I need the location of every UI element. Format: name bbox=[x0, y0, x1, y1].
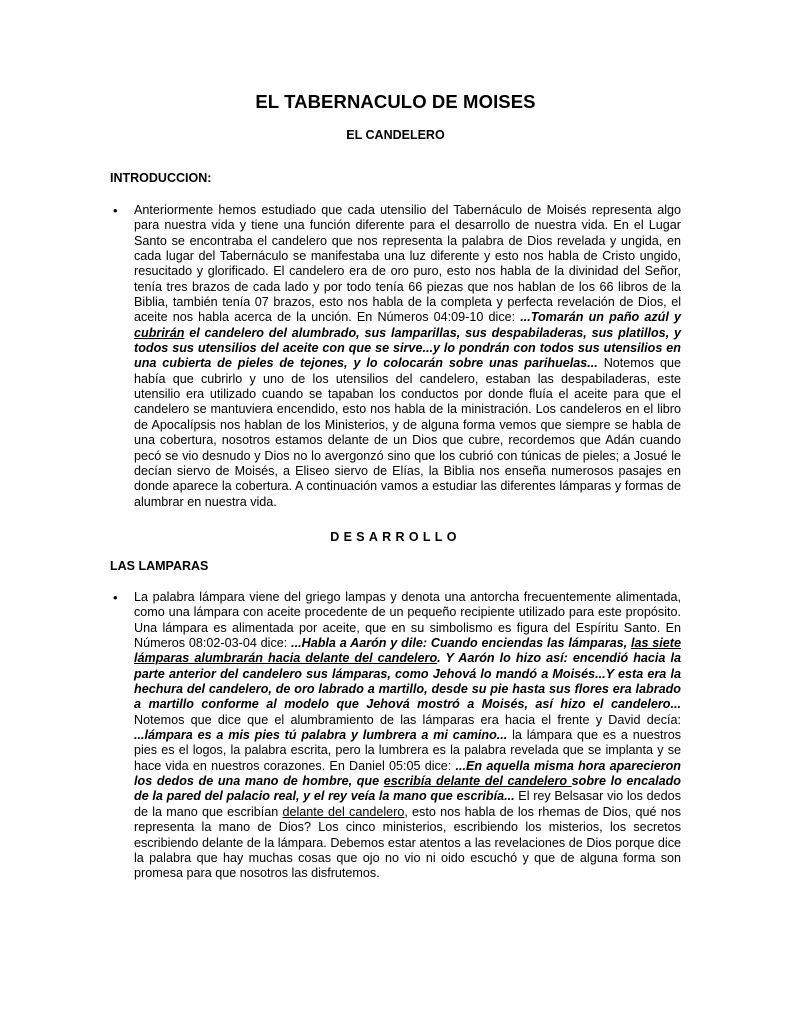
lamparas-text-3: la lámpara que es a nuestros pies es el logos, la palabra escrita, pero la lumbrera es la palabra revelada que se implanta y se hace vida en nuestros corazones. En Daniel 05:05 dice: bbox=[134, 728, 681, 773]
lamparas-quote-3: ...En aquella misma hora aparecieron los dedos de una mano de hombre, que bbox=[134, 758, 681, 789]
document-title: EL TABERNACULO DE MOISES bbox=[255, 91, 536, 112]
lamparas-quote-3-underlined: escribía delante del candelero bbox=[383, 774, 572, 789]
intro-bullet: • bbox=[113, 203, 118, 218]
lamparas-bullet: • bbox=[113, 590, 118, 605]
intro-quote-2: el candelero del alumbrado, sus lamparillas, sus despabiladeras, sus platillos, y todos sus utensilios del aceite con que se sirve...y lo pondrán con todos sus utensilios en una cubierta de pieles de tejones, y lo colocarán sobre unas parihuelas... bbox=[134, 325, 681, 371]
document-subtitle: EL CANDELERO bbox=[346, 128, 445, 142]
intro-text-1: Anteriormente hemos estudiado que cada utensilio del Tabernáculo de Moisés representa algo para nuestra vida y tiene una función diferente para el desarrollo de nuestra vida. En el Lugar Santo se encontraba el candelero que nos representa la palabra de Dios revelada y ungida, en cada lugar del Tabernáculo se manifestaba una luz diferente y esto nos habla de Cristo ungido, resucitado y glorificado. El candelero era de oro puro, esto nos habla de la divinidad del Señor, tenía tres brazos de cada lado y por todo tenía 66 piezas que nos hablan de los 66 libros de la Biblia, también tenía 07 brazos, esto nos habla de la completa y perfecta revelación de Dios, el aceite nos habla acerca de la unción. En Números 04:09-10 dice: bbox=[134, 203, 681, 325]
lamparas-quote-3-end: sobre lo encalado de la pared del palacio real, y el rey veía la mano que escribía... bbox=[134, 774, 681, 804]
section-desarrollo: DESARROLLO bbox=[330, 530, 461, 544]
lamparas-text-5: , esto nos habla de los rhemas de Dios, qué nos representa la mano de Dios? Los cinco ministerios, escribiendo los misterios, los secretos escribiendo delante de la lámpara. Debemos estar atentos a las revelaciones de Dios porque dice la palabra que hay muchas cosas que ojo no vio ni oido escuchó y que de alguna forma son promesa para que nosotros las disfrutemos. bbox=[134, 804, 681, 881]
lamparas-heading: LAS LAMPARAS bbox=[110, 559, 209, 573]
lamparas-quote-1-underlined: las siete lámparas alumbrarán hacia delante del candelero bbox=[134, 636, 681, 666]
lamparas-text-4: El rey Belsasar vio los dedos de la mano que escribían bbox=[134, 789, 681, 819]
lamparas-paragraph bbox=[134, 590, 681, 882]
lamparas-text-2: Notemos que dice que el alumbramiento de las lámparas era hacia el frente y David decía: bbox=[134, 712, 681, 727]
intro-quote-1: ...Tomarán un paño azúl y bbox=[520, 310, 681, 325]
intro-paragraph bbox=[134, 203, 681, 510]
lamparas-quote-2: ...lámpara es a mis pies tú palabra y lumbrera a mi camino... bbox=[134, 728, 508, 743]
lamparas-quote-1-end: . Y Aarón lo hizo así: encendió hacia la parte anterior del candelero sus lámparas, como Jehová lo mandó a Moisés...Y esta era la hechura del candelero, de oro labrado a martillo, desde su pie hasta sus flores era labrado a martillo conforme al modelo que Jehová mostró a Moisés, así hizo el candelero... bbox=[134, 651, 681, 712]
lamparas-quote-1: ...Habla a Aarón y dile: Cuando enciendas las lámparas, bbox=[291, 636, 631, 651]
intro-text-2: Notemos que había que cubrirlo y uno de los utensilios del candelero, estaban las despabiladeras, este utensilio era utilizado cuando se tapaban los conductos por donde fluía el aceite para que el candelero se mantuviera encendido, esto nos habla de la ministración. Los candeleros en el libro de Apocalípsis nos hablan de los Ministerios, y de alguna forma vemos que siempre se habla de una cobertura, nosotros estamos delante de un Dios que cubre, recordemos que Adán cuando pecó se vio desnudo y Dios no lo avergonzó sino que los cubrió con túnicas de pieles; a Josué le decían siervo de Moisés, a Eliseo siervo de Elías, la Biblia nos enseña numerosos pasajes en donde aparece la cobertura. A continuación vamos a estudiar las diferentes lámparas y formas de alumbrar en nuestra vida. bbox=[134, 356, 681, 509]
intro-heading: INTRODUCCION: bbox=[110, 171, 212, 185]
intro-quote-underlined: cubrirán bbox=[134, 325, 185, 340]
lamparas-text-underlined: delante del candelero bbox=[282, 804, 405, 819]
lamparas-text-1: La palabra lámpara viene del griego lampas y denota una antorcha frecuentemente alimentada, como una lámpara con aceite procedente de un pequeño recipiente utilizado para este propósito. Una lámpara es alimentada por aceite, que en su simbolismo es figura del Espíritu Santo. En Números 08:02-03-04 dice: bbox=[134, 590, 681, 651]
